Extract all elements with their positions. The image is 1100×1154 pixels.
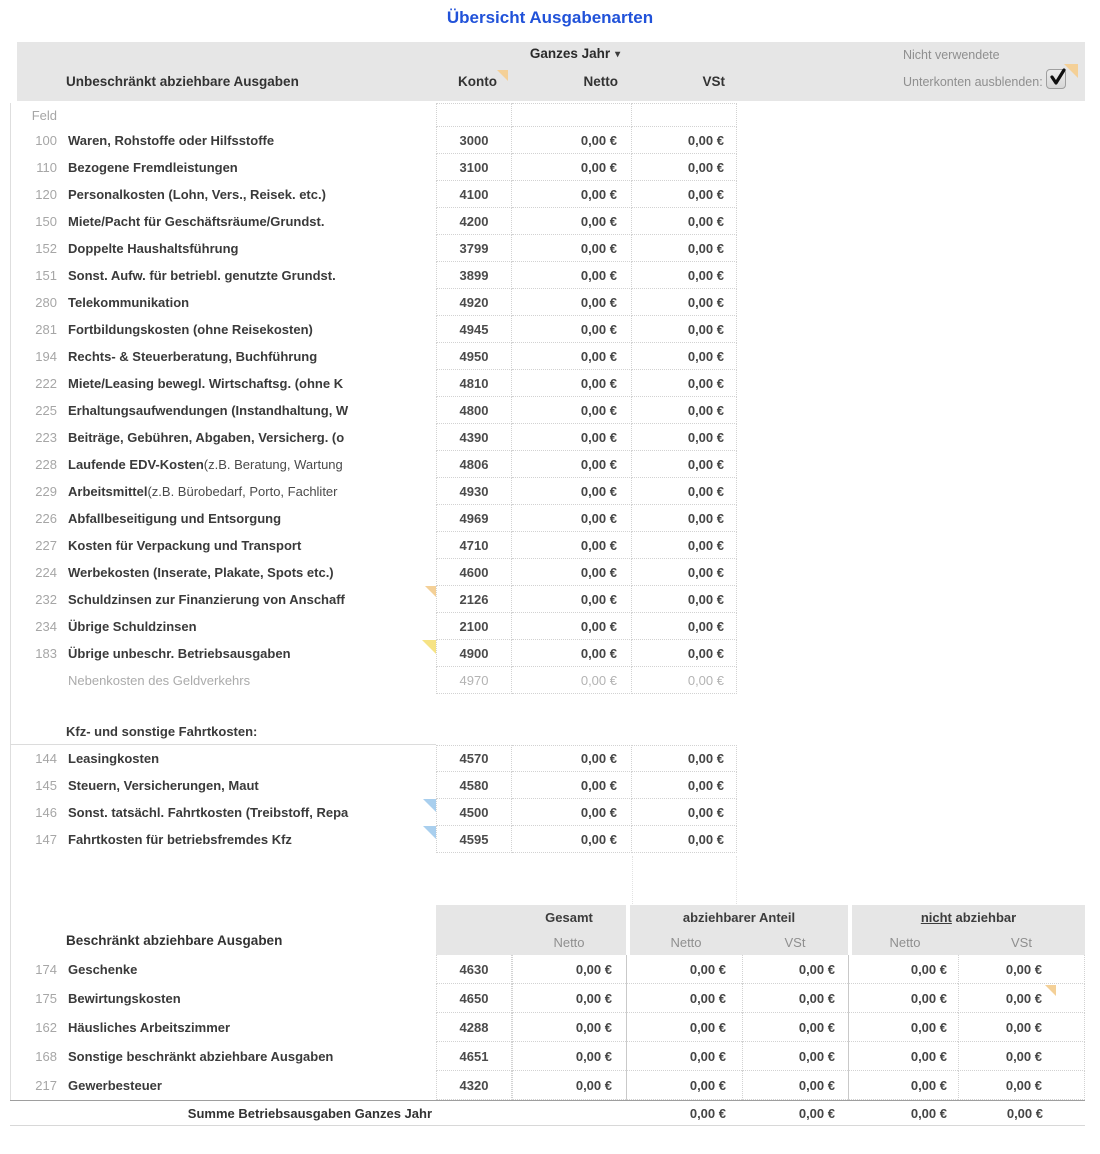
table-row — [10, 984, 1085, 1013]
konto-cell[interactable]: 4806 — [436, 451, 512, 478]
field-number: 175 — [35, 991, 57, 1006]
gesamt-netto-cell[interactable]: 0,00 € — [512, 1013, 626, 1042]
expense-name: Erhaltungsaufwendungen (Instandhaltung, W — [68, 403, 349, 418]
netto-cell[interactable]: 0,00 € — [512, 262, 632, 289]
table-row — [10, 451, 1085, 478]
field-number: 228 — [35, 457, 57, 472]
konto-cell[interactable]: 4600 — [436, 559, 512, 586]
hide-unused-label-line1: Nicht verwendete — [903, 48, 1000, 62]
table-row — [10, 343, 1085, 370]
vst-cell[interactable]: 0,00 € — [632, 532, 737, 559]
upper-table — [10, 103, 1085, 853]
konto-cell[interactable]: 2100 — [436, 613, 512, 640]
deductible-header-block — [630, 905, 848, 955]
nondeductible-netto-cell[interactable]: 0,00 € — [848, 955, 958, 984]
netto-cell[interactable]: 0,00 € — [512, 586, 632, 613]
section-spacer — [10, 694, 1085, 718]
chevron-down-icon: ▾ — [615, 49, 621, 60]
expense-name: Werbekosten (Inserate, Plakate, Spots etc.) — [68, 565, 334, 580]
konto-cell[interactable]: 4390 — [436, 424, 512, 451]
konto-cell[interactable]: 4100 — [436, 181, 512, 208]
netto-column-header: Netto — [583, 74, 618, 89]
field-number: 145 — [35, 778, 57, 793]
field-number: 223 — [35, 430, 57, 445]
gesamt-netto-cell[interactable]: 0,00 € — [512, 1042, 626, 1071]
lower-group-header: Beschränkt abziehbare Ausgaben — [66, 933, 283, 948]
konto-cell[interactable]: 4900 — [436, 640, 512, 667]
vst-cell[interactable]: 0,00 € — [632, 799, 737, 826]
nondeductible-netto-cell[interactable]: 0,00 € — [848, 984, 958, 1013]
nondeductible-vst-cell[interactable]: 0,00 € — [958, 984, 1085, 1013]
nondeductible-vst-cell[interactable]: 0,00 € — [958, 1042, 1085, 1071]
note-marker-icon[interactable] — [1045, 985, 1056, 996]
vst-cell[interactable]: 0,00 € — [632, 826, 737, 853]
table-row — [10, 1013, 1085, 1042]
sum-deductible-vst: 0,00 € — [798, 1105, 835, 1121]
kfz-rows — [10, 745, 1085, 853]
field-number: 217 — [35, 1078, 57, 1093]
table-row — [10, 127, 1085, 154]
note-marker-icon[interactable] — [423, 799, 436, 812]
vst-cell[interactable]: 0,00 € — [632, 505, 737, 532]
gesamt-netto-cell[interactable]: 0,00 € — [512, 1071, 626, 1100]
hide-unused-label-line2: Unterkonten ausblenden: — [903, 75, 1043, 89]
field-number: 224 — [35, 565, 57, 580]
vst-cell[interactable]: 0,00 € — [632, 127, 737, 154]
netto-cell[interactable]: 0,00 € — [512, 826, 632, 853]
expense-name: Doppelte Haushaltsführung — [68, 241, 239, 256]
sum-nondeductible-netto: 0,00 € — [910, 1105, 947, 1121]
expense-name: Laufende EDV-Kosten (z.B. Beratung, Wartung — [68, 457, 343, 472]
expense-name: Abfallbeseitigung und Entsorgung — [68, 511, 282, 526]
nondeductible-header: nicht abziehbar — [920, 910, 1017, 925]
vst-cell[interactable]: 0,00 € — [632, 316, 737, 343]
table-row — [10, 154, 1085, 181]
vst-cell[interactable]: 0,00 € — [632, 208, 737, 235]
vst-cell[interactable]: 0,00 € — [632, 478, 737, 505]
konto-cell[interactable]: 4570 — [436, 745, 512, 772]
table-row — [10, 559, 1085, 586]
konto-cell[interactable]: 3000 — [436, 127, 512, 154]
nondeductible-netto-cell[interactable]: 0,00 € — [848, 1071, 958, 1100]
sum-row — [10, 1100, 1085, 1126]
deductible-vst-cell[interactable]: 0,00 € — [742, 984, 848, 1013]
konto-cell[interactable]: 2126 — [436, 586, 512, 613]
netto-cell[interactable]: 0,00 € — [512, 559, 632, 586]
vst-column-header: VSt — [702, 74, 725, 89]
konto-cell[interactable]: 4710 — [436, 532, 512, 559]
expense-name: Steuern, Versicherungen, Maut — [68, 778, 259, 793]
field-number: 162 — [35, 1020, 57, 1035]
table-row — [10, 424, 1085, 451]
vst-cell[interactable]: 0,00 € — [632, 289, 737, 316]
deductible-vst-cell[interactable]: 0,00 € — [742, 1013, 848, 1042]
expense-name: Waren, Rohstoffe oder Hilfsstoffe — [68, 133, 275, 148]
gesamt-header: Gesamt — [545, 910, 593, 925]
expense-name: Sonst. Aufw. für betriebl. genutzte Grundst. — [68, 268, 336, 283]
konto-cell[interactable]: 4969 — [436, 505, 512, 532]
expense-name: Schuldzinsen zur Finanzierung von Anschaff — [57, 586, 436, 613]
field-number: 147 — [35, 832, 57, 847]
vst-cell[interactable]: 0,00 € — [632, 262, 737, 289]
field-number: 227 — [35, 538, 57, 553]
konto-cell[interactable]: 3100 — [436, 154, 512, 181]
field-number: 229 — [35, 484, 57, 499]
table-row — [10, 772, 1085, 799]
deductible-netto-cell[interactable]: 0,00 € — [626, 1071, 742, 1100]
table-row — [10, 478, 1085, 505]
vst-cell[interactable]: 0,00 € — [632, 424, 737, 451]
konto-cell[interactable]: 4651 — [436, 1042, 512, 1071]
field-number: 183 — [35, 646, 57, 661]
netto-cell[interactable]: 0,00 € — [512, 478, 632, 505]
netto-cell[interactable]: 0,00 € — [512, 745, 632, 772]
nondeductible-vst-cell[interactable]: 0,00 € — [958, 1013, 1085, 1042]
netto-cell[interactable]: 0,00 € — [512, 505, 632, 532]
field-number: 100 — [35, 133, 57, 148]
nondeductible-header-block — [852, 905, 1085, 955]
field-header-row — [10, 103, 1085, 127]
table-row — [10, 1071, 1085, 1100]
table-row — [10, 262, 1085, 289]
field-number: 110 — [36, 160, 57, 175]
hide-subaccounts-checkbox[interactable] — [1046, 69, 1066, 89]
expense-name: Miete/Leasing bewegl. Wirtschaftsg. (ohne K — [68, 376, 344, 391]
expense-name: Personalkosten (Lohn, Vers., Reisek. etc.) — [68, 187, 326, 202]
field-number: 226 — [35, 511, 57, 526]
field-number: 194 — [35, 349, 57, 364]
table-row — [10, 235, 1085, 262]
netto-cell[interactable]: 0,00 € — [512, 235, 632, 262]
table-row — [10, 532, 1085, 559]
field-number: 144 — [35, 751, 57, 766]
table-row — [10, 181, 1085, 208]
deductible-netto-cell[interactable]: 0,00 € — [626, 1013, 742, 1042]
vst-cell[interactable]: 0,00 € — [632, 667, 737, 694]
expense-name: Fortbildungskosten (ohne Reisekosten) — [68, 322, 313, 337]
konto-cell[interactable]: 3799 — [436, 235, 512, 262]
expense-name: Sonst. tatsächl. Fahrtkosten (Treibstoff, Repa — [57, 799, 436, 826]
table-row — [10, 745, 1085, 772]
expense-name: Miete/Pacht für Geschäftsräume/Grundst. — [68, 214, 325, 229]
konto-cell[interactable]: 4930 — [436, 478, 512, 505]
vst-cell[interactable] — [632, 103, 737, 127]
period-dropdown-label: Ganzes Jahr — [529, 46, 611, 61]
deductible-vst-cell[interactable]: 0,00 € — [742, 1071, 848, 1100]
konto-cell[interactable]: 4970 — [436, 667, 512, 694]
vst-cell[interactable]: 0,00 € — [632, 451, 737, 478]
field-number: 146 — [35, 805, 57, 820]
nondeductible-vst-subheader: VSt — [1011, 935, 1032, 950]
vst-cell[interactable]: 0,00 € — [632, 235, 737, 262]
page-title: Übersicht Ausgabenarten — [446, 8, 654, 27]
field-number: 225 — [35, 403, 57, 418]
table-row — [10, 667, 1085, 694]
table-row — [10, 955, 1085, 984]
expense-name: Häusliches Arbeitszimmer — [68, 1020, 231, 1035]
netto-cell[interactable]: 0,00 € — [512, 451, 632, 478]
vst-cell[interactable]: 0,00 € — [632, 613, 737, 640]
kfz-section-header: Kfz- und sonstige Fahrtkosten: — [10, 718, 1085, 745]
expense-name: Sonstige beschränkt abziehbare Ausgaben — [68, 1049, 334, 1064]
netto-cell[interactable]: 0,00 € — [512, 343, 632, 370]
konto-cell[interactable]: 4500 — [436, 799, 512, 826]
deductible-vst-cell[interactable]: 0,00 € — [742, 1042, 848, 1071]
note-marker-icon[interactable] — [1064, 64, 1078, 78]
field-number: 150 — [35, 214, 57, 229]
expense-name: Bewirtungskosten — [68, 991, 181, 1006]
table-row — [10, 208, 1085, 235]
table-row — [10, 397, 1085, 424]
expense-name: Nebenkosten des Geldverkehrs — [68, 673, 251, 688]
vst-cell[interactable]: 0,00 € — [632, 559, 737, 586]
deductible-vst-subheader: VSt — [784, 935, 806, 950]
expense-name: Übrige unbeschr. Betriebsausgaben — [57, 640, 436, 667]
table-row — [10, 1042, 1085, 1071]
vst-cell[interactable]: 0,00 € — [632, 343, 737, 370]
netto-cell[interactable]: 0,00 € — [512, 667, 632, 694]
note-marker-icon[interactable] — [425, 586, 436, 597]
field-number: 168 — [35, 1049, 57, 1064]
deductible-netto-subheader: Netto — [670, 935, 702, 950]
deductible-netto-cell[interactable]: 0,00 € — [626, 955, 742, 984]
gesamt-netto-cell[interactable]: 0,00 € — [512, 984, 626, 1013]
netto-cell[interactable]: 0,00 € — [512, 424, 632, 451]
vst-cell[interactable]: 0,00 € — [632, 586, 737, 613]
field-number: 174 — [35, 962, 57, 977]
expense-name: Kosten für Verpackung und Transport — [68, 538, 302, 553]
netto-cell[interactable]: 0,00 € — [512, 316, 632, 343]
sum-nondeductible-vst: 0,00 € — [1006, 1105, 1043, 1121]
nondeductible-netto-subheader: Netto — [889, 935, 921, 950]
netto-cell[interactable]: 0,00 € — [512, 772, 632, 799]
note-marker-icon[interactable] — [422, 640, 436, 654]
deductible-netto-cell[interactable]: 0,00 € — [626, 1042, 742, 1071]
netto-cell[interactable]: 0,00 € — [512, 613, 632, 640]
vst-cell[interactable]: 0,00 € — [632, 745, 737, 772]
expense-name: Geschenke — [68, 962, 138, 977]
konto-cell[interactable]: 4800 — [436, 397, 512, 424]
konto-cell[interactable]: 4920 — [436, 289, 512, 316]
netto-cell[interactable]: 0,00 € — [512, 208, 632, 235]
field-number — [10, 667, 57, 694]
netto-cell[interactable]: 0,00 € — [512, 532, 632, 559]
konto-cell[interactable]: 4945 — [436, 316, 512, 343]
netto-cell[interactable]: 0,00 € — [512, 154, 632, 181]
konto-cell[interactable]: 4580 — [436, 772, 512, 799]
deductible-vst-cell[interactable]: 0,00 € — [742, 955, 848, 984]
vst-cell[interactable]: 0,00 € — [632, 640, 737, 667]
konto-cell[interactable]: 3899 — [436, 262, 512, 289]
netto-cell[interactable]: 0,00 € — [512, 127, 632, 154]
table-row — [10, 316, 1085, 343]
konto-cell[interactable]: 4650 — [436, 984, 512, 1013]
expense-name: Fahrtkosten für betriebsfremdes Kfz — [57, 826, 436, 853]
table-row — [10, 826, 1085, 853]
note-marker-icon[interactable] — [497, 70, 508, 81]
sum-deductible-netto: 0,00 € — [689, 1105, 726, 1121]
upper-rows — [10, 127, 1085, 694]
konto-cell[interactable]: 4320 — [436, 1071, 512, 1100]
netto-cell[interactable]: 0,00 € — [512, 640, 632, 667]
konto-cell[interactable]: 4630 — [436, 955, 512, 984]
konto-column-header: Konto — [458, 74, 497, 89]
vst-cell[interactable]: 0,00 € — [632, 370, 737, 397]
konto-cell[interactable] — [436, 103, 512, 127]
netto-cell[interactable]: 0,00 € — [512, 799, 632, 826]
period-dropdown[interactable] — [465, 46, 685, 61]
field-number: 280 — [35, 295, 57, 310]
field-number: 232 — [35, 592, 57, 607]
netto-cell[interactable]: 0,00 € — [512, 397, 632, 424]
gesamt-header-block — [436, 905, 626, 955]
konto-cell[interactable]: 4200 — [436, 208, 512, 235]
netto-cell[interactable]: 0,00 € — [512, 370, 632, 397]
note-marker-icon[interactable] — [423, 826, 436, 839]
netto-cell[interactable]: 0,00 € — [512, 289, 632, 316]
table-row — [10, 613, 1085, 640]
field-number: 152 — [35, 241, 57, 256]
vst-cell[interactable]: 0,00 € — [632, 397, 737, 424]
field-column-label: Feld — [31, 107, 57, 123]
table-row — [10, 586, 1085, 613]
expense-name: Arbeitsmittel (z.B. Bürobedarf, Porto, Fachliter — [68, 484, 338, 499]
konto-cell[interactable]: 4950 — [436, 343, 512, 370]
nondeductible-vst-cell[interactable]: 0,00 € — [958, 1071, 1085, 1100]
netto-cell[interactable]: 0,00 € — [512, 181, 632, 208]
deductible-header: abziehbarer Anteil — [682, 910, 796, 925]
expense-name: Telekommunikation — [68, 295, 190, 310]
table-row — [10, 799, 1085, 826]
table-row — [10, 505, 1085, 532]
konto-cell[interactable]: 4288 — [436, 1013, 512, 1042]
upper-group-header: Unbeschränkt abziehbare Ausgaben — [66, 74, 299, 89]
table-row — [10, 640, 1085, 667]
nondeductible-vst-cell[interactable]: 0,00 € — [958, 955, 1085, 984]
lower-table — [10, 955, 1085, 1100]
field-number: 281 — [35, 322, 57, 337]
field-number: 222 — [35, 376, 57, 391]
deductible-netto-cell[interactable]: 0,00 € — [626, 984, 742, 1013]
expense-name: Rechts- & Steuerberatung, Buchführung — [68, 349, 318, 364]
expense-name: Gewerbesteuer — [68, 1078, 162, 1093]
konto-cell[interactable]: 4595 — [436, 826, 512, 853]
vst-cell[interactable]: 0,00 € — [632, 181, 737, 208]
grid-continuation-line — [736, 856, 737, 904]
grid-continuation-line — [632, 856, 633, 904]
gesamt-netto-cell[interactable]: 0,00 € — [512, 955, 626, 984]
gesamt-netto-subheader: Netto — [553, 935, 585, 950]
field-number: 234 — [35, 619, 57, 634]
table-row — [10, 289, 1085, 316]
field-number: 151 — [35, 268, 57, 283]
vst-cell[interactable]: 0,00 € — [632, 154, 737, 181]
netto-cell[interactable] — [512, 103, 632, 127]
sum-label: Summe Betriebsausgaben Ganzes Jahr — [187, 1105, 432, 1121]
konto-cell[interactable]: 4810 — [436, 370, 512, 397]
expense-name: Übrige Schuldzinsen — [68, 619, 197, 634]
expense-name: Bezogene Fremdleistungen — [68, 160, 238, 175]
nondeductible-netto-cell[interactable]: 0,00 € — [848, 1042, 958, 1071]
nondeductible-netto-cell[interactable]: 0,00 € — [848, 1013, 958, 1042]
field-number: 120 — [35, 187, 57, 202]
table-row — [10, 370, 1085, 397]
vst-cell[interactable]: 0,00 € — [632, 772, 737, 799]
expense-name: Beiträge, Gebühren, Abgaben, Versicherg. (o — [68, 430, 345, 445]
expense-name: Leasingkosten — [68, 751, 160, 766]
